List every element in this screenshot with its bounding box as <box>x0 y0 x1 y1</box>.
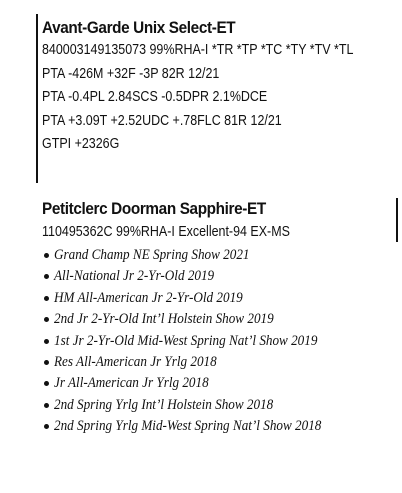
sire-section <box>42 17 398 157</box>
dam-name: Petitclerc Doorman Sapphire-ET <box>42 199 266 218</box>
bullet-icon <box>44 274 49 279</box>
sire-pta-health-line: PTA -0.4PL 2.84SCS -0.5DPR 2.1%DCE <box>42 89 268 106</box>
sire-gtpi-line: GTPI +2326G <box>42 136 120 153</box>
sire-registration-line: 840003149135073 99%RHA-I *TR *TP *TC *TY *TV *TL <box>42 42 354 58</box>
sire-pta-production-line: PTA -426M +32F -3P 82R 12/21 <box>42 65 220 82</box>
honor-text: 2nd Jr 2-Yr-Old Int’l Holstein Show 2019 <box>54 311 274 328</box>
bullet-icon <box>44 339 49 344</box>
bullet-icon <box>44 317 49 322</box>
dam-section <box>42 198 398 438</box>
bullet-icon <box>44 381 49 386</box>
honor-item <box>42 288 398 309</box>
honor-item <box>42 373 398 394</box>
sire-name: Avant-Garde Unix Select-ET <box>42 18 236 37</box>
honor-item <box>42 331 398 352</box>
honor-text: Jr All-American Jr Yrlg 2018 <box>54 375 209 392</box>
honor-item <box>42 395 398 416</box>
honor-item <box>42 245 398 266</box>
sire-section-rule <box>36 14 38 183</box>
honor-item <box>42 309 398 330</box>
sire-pta-type-line: PTA +3.09T +2.52UDC +.78FLC 81R 12/21 <box>42 112 282 129</box>
honor-item <box>42 266 398 287</box>
bullet-icon <box>44 403 49 408</box>
dam-registration-line: 110495362C 99%RHA-I Excellent-94 EX-MS <box>42 224 290 240</box>
bullet-icon <box>44 360 49 365</box>
honor-text: 2nd Spring Yrlg Int’l Holstein Show 2018 <box>54 396 274 413</box>
bullet-icon <box>44 424 49 429</box>
honor-text: All-National Jr 2-Yr-Old 2019 <box>54 268 215 285</box>
honor-text: 1st Jr 2-Yr-Old Mid-West Spring Nat’l Show 2019 <box>54 332 318 349</box>
dam-honors-list <box>42 245 398 438</box>
bullet-icon <box>44 296 49 301</box>
bullet-icon <box>44 253 49 258</box>
honor-item <box>42 352 398 373</box>
honor-text: HM All-American Jr 2-Yr-Old 2019 <box>54 289 243 306</box>
honor-text: Res All-American Jr Yrlg 2018 <box>54 354 217 371</box>
honor-text: Grand Champ NE Spring Show 2021 <box>54 247 250 263</box>
honor-item <box>42 416 398 437</box>
honor-text: 2nd Spring Yrlg Mid-West Spring Nat’l Show 2018 <box>54 418 322 435</box>
